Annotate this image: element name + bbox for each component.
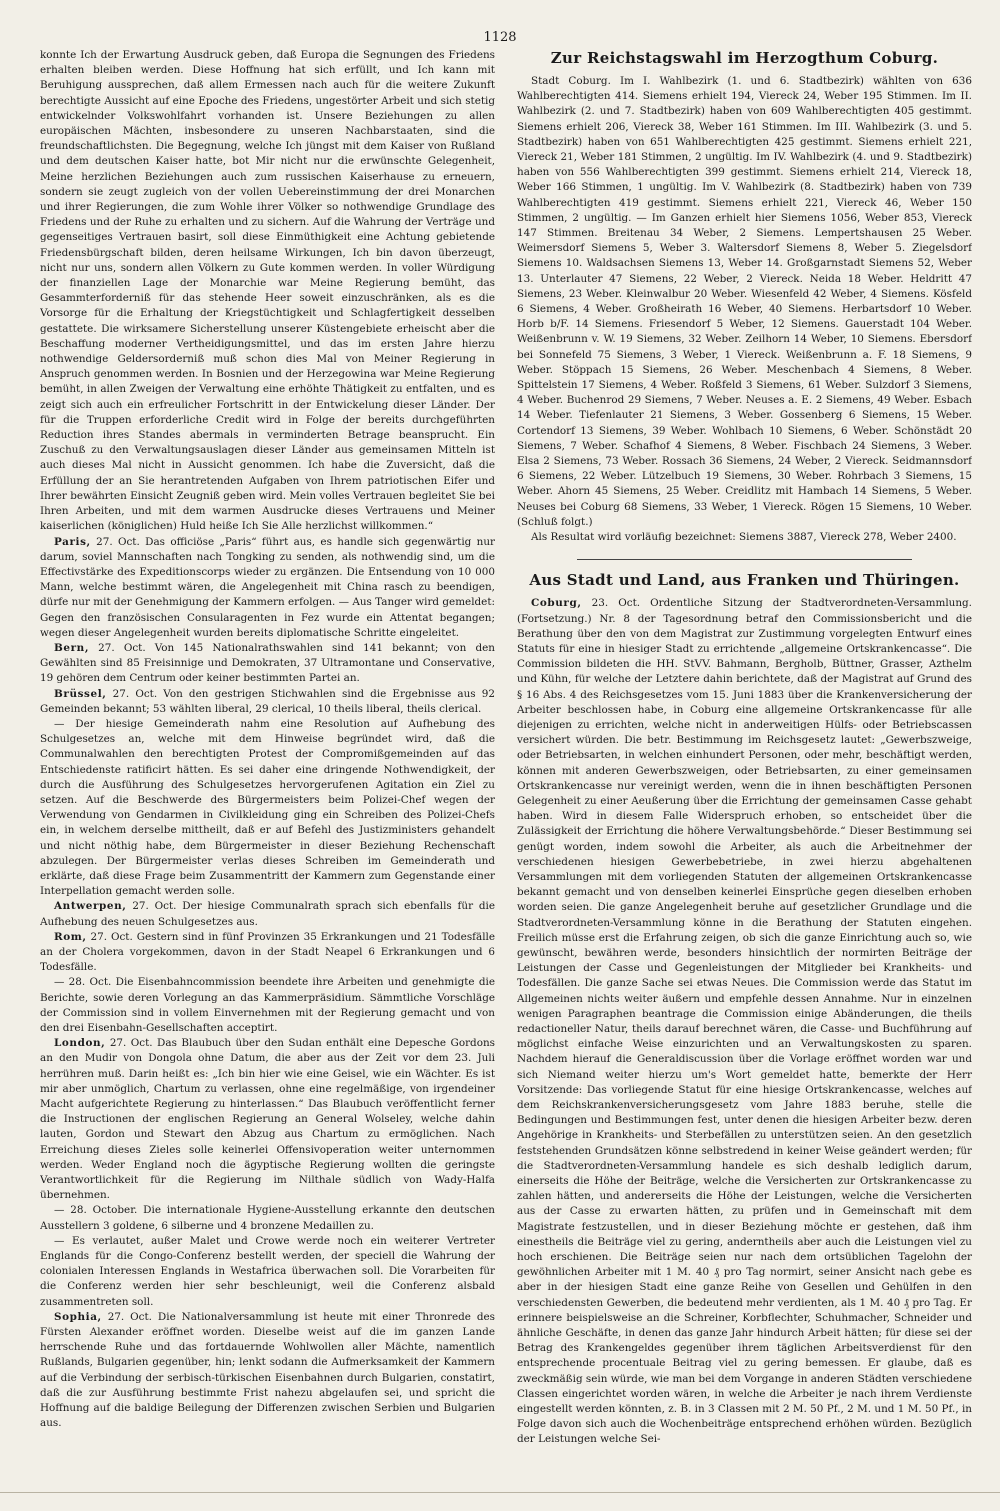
- speech-continuation: konnte Ich der Erwartung Ausdruck geben, daß Europa die Segnungen des Friedens erhalten bleiben werden. Diese Hoffnung hat sich erfüllt, und Ich kann mit Beruhigung aussprechen, daß allem Ermessen nach auch für die weitere Zukunft berechtigte Aussicht auf eine Epoche des Friedens, ungestörter Arbeit und sich stetig entwickelnder Volkswohlfahrt vorhanden ist. Unsere Beziehungen zu allen europäischen Mächten, insbesondere zu unseren Nachbarstaaten, sind die freundschaftlichsten. Die Begegnung, welche Ich jüngst mit dem Kaiser von Rußland und dem deutschen Kaiser hatte, bot Mir nicht nur die erwünschte Gelegenheit, Meine herzlichen Beziehungen auch zum russischen Kaiserhause zu erneuern, sondern sie zeugt zugleich von der vollen Uebereinstimmung der drei Monarchen und ihrer Regierungen, die zum Wohle ihrer Völker so nothwendige Grundlage des Friedens und der Ruhe zu erhalten und zu sichern. Auf die Wahrung der Verträge und gegenseitiges Vertrauen basirt, soll diese Einmüthigkeit eine Achtung gebietende Friedensbürgschaft bilden, deren heilsame Wirkungen, Ich bin davon überzeugt, nicht nur uns, sondern allen Völkern zu Gute kommen werden. In voller Würdigung der finanziellen Lage der Monarchie war Meine Regierung bemüht, das Gesammterforderniß für das stehende Heer soweit einzuschränken, als es die Vorsorge für die Erhaltung der Kriegstüchtigkeit und Schlagfertigkeit desselben gestattete. Die wirksamere Sicherstellung unserer Küstengebiete erheischt aber die Beschaffung moderner Vertheidigungsmittel, und das im ersten Jahre hierzu nothwendige Geldersorderniß muß schon dies Mal von Meiner Regierung in Anspruch genommen werden. In Bosnien und der Herzegowina war Meine Regierung bemüht, in allen Zweigen der Verwaltung eine erhöhte Thätigkeit zu entfalten, und es zeigt sich auch ein erfreulicher Fortschritt in der Entwickelung dieser Länder. Der für die Truppen erforderliche Credit wird in Folge der bereits durchgeführten Reduction ihres Standes abermals in verminderten Betrage beansprucht. Ein Zuschuß zu den Verwaltungsauslagen dieser Länder aus gemeinsamen Mitteln ist auch dieses Mal nicht in Aussicht genommen. Ich habe die Zuversicht, daß die Erfüllung der an Sie herantretenden Aufgaben von Ihrem patriotischen Eifer und Ihrer bewährten Einsicht Zeugniß geben wird. Mein volles Vertrauen begleitet Sie bei Ihren Arbeiten, und mit dem warmen Ausdrucke dieses Vertrauens und Meiner kaiserlichen (königlichen) Huld heiße Ich Sie Alle herzlichst willkommen.“: [40, 49, 495, 533]
- election-heading: Zur Reichstagswahl im Herzogthum Coburg.: [550, 49, 939, 67]
- news-dateline: Bern,: [54, 641, 90, 654]
- section-divider: [577, 559, 912, 560]
- news-dateline: Sophia,: [54, 1310, 102, 1323]
- news-text: — Der hiesige Gemeinderath nahm eine Resolution auf Aufhebung des Schulgesetzes an, welche mit dem Hinweise begründet wird, daß die Communalwahlen den berechtigten Protest der Compromißgemeinden auf das Entschiedenste ratificirt hätten. Es sei daher eine dringende Nothwendigkeit, der durch die Ausführung des Schulgesetzes hervorgerufenen Agitation ein Ziel zu setzen. Auf die Beschwerde des Bürgermeisters beim Polizei-Chef wegen der Verwendung von Gendarmen in Civilkleidung ging ein Schreiben des Polizei-Chefs ein, in welchem derselbe mittheilt, daß er auf Befehl des Justizministers gehandelt und nicht nöthig habe, dem Bürgermeister in dieser Beziehung Rechenschaft abzulegen. Der Bürgermeister verlas dieses Schreiben im Gemeinderath und erklärte, daß diese Frage beim Zusammentritt der Kammern zum Gegenstande einer Interpellation gemacht werden solle.: [40, 717, 495, 898]
- news-item: [40, 687, 495, 717]
- news-text: 27. Oct. Gestern sind in fünf Provinzen 35 Erkrankungen und 21 Todesfälle an der Cholera vorgekommen, davon in der Stadt Neapel 6 Erkrankungen und 6 Todesfälle.: [40, 930, 495, 974]
- coburg-article-text: 23. Oct. Ordentliche Sitzung der Stadtverordneten-Versammlung. (Fortsetzung.) Nr. 8 der Tagesordnung betraf den Commissionsbericht und die Berathung über den von dem Magistrat zur Zustimmung vorgelegten Entwurf eines Statuts für eine in hiesiger Stadt zu errichtende „allgemeine Ortskrankencasse“. Die Commission bildeten die HH. StVV. Bahmann, Bergholb, Büttner, Grasser, Azthelm und Kühn, für welche der Letztere dahin berichtete, daß der Magistrat auf Grund des § 16 Abs. 4 des Reichsgesetzes vom 15. Juni 1883 über die Krankenversicherung der Arbeiter beschlossen habe, in Coburg eine allgemeine Ortskrankencasse für alle diejenigen zu errichten, welche nicht in anderweitigen Hülfs- oder Betriebscassen versichert würden. Die betr. Bestimmung im Reichsgesetz lautet: „Gewerbszweige, oder Betriebsarten, in welchen einhundert Personen, oder mehr, beschäftigt werden, können mit anderen Gewerbszweigen, oder Betriebsarten, zu einer gemeinsamen Ortskrankencasse nur vereinigt werden, wenn die in ihnen beschäftigten Personen Gelegenheit zu einer Aeußerung über die Errichtung der gemeinsamen Casse gehabt haben. Wird in diesem Falle Widerspruch erhoben, so entscheidet über die Zulässigkeit der Errichtung die höhere Verwaltungsbehörde.“ Dieser Bestimmung sei genügt worden, indem sowohl die Arbeiter, als auch die Arbeitnehmer der verschiedenen hiesigen Gewerbebetriebe, in zwei hierzu abgehaltenen Versammlungen mit dem vorliegenden Statuten der allgemeinen Ortskrankencasse bekannt gemacht und von denselben keinerlei Einsprüche gegen dieselben erhoben worden seien. Die ganze Angelegenheit beruhe auf gesetzlicher Grundlage und die Stadtverordneten-Versammlung könne in die Berathung der Statuten eingehen. Freilich müsse erst die Erfahrung zeigen, ob sich die ganze Einrichtung auch so, wie gewünscht, bewähren werde, besonders hinsichtlich der normirten Beiträge der Leistungen der Casse und Gegenleistungen der Mitglieder bei Krankheits- und Todesfällen. Die ganze Sache sei etwas Neues. Die Commission werde das Statut im Allgemeinen nichts weiter äußern und empfehle dessen Annahme. Nur in einzelnen wenigen Paragraphen beantrage die Commission einige Abänderungen, die theils redactioneller Natur, theils darauf berechnet wären, die Casse- und Buchführung auf möglichst einfache Weise einzurichten und an Verwaltungskosten zu sparen. Nachdem hierauf die Generaldiscussion über die Vorlage eröffnet worden war und sich Niemand weiter hierzu um's Wort gemeldet hatte, bemerkte der Herr Vorsitzende: Das vorliegende Statut für eine hiesige Ortskrankencasse, welches auf dem Reichskrankenversicherungsgesetz vom Jahre 1883 beruhe, stelle die Bedingungen und Bestimmungen fest, unter denen die hiesigen Arbeiter bezw. deren Angehörige in Krankheits- und Sterbefällen zu unterstützen seien. An den gesetzlich feststehenden Grundsätzen könne selbstredend in keiner Weise geändert werden; für die Stadtverordneten-Versammlung handele es sich deshalb lediglich darum, einerseits die Höhe der Beiträge, welche die Versicherten zur Ortskrankencasse zu zahlen hätten, und andererseits die Höhe der Leistungen, welche die Versicherten aus der Casse zu erwarten hätten, zu prüfen und in Gemeinschaft mit dem Magistrate festzustellen, und in dieser Beziehung möchte er gestehen, daß ihm einestheils die Beiträge viel zu gering, anderntheils aber auch die Leistungen viel zu hoch erschienen. Die Beiträge seien nur nach dem ortsüblichen Tagelohn der gewöhnlichen Arbeiter mit 1 M. 40 ₰ pro Tag normirt, seiner Ansicht nach gebe es aber in der hiesigen Stadt eine ganze Reihe von Gesellen und Gehülfen in den verschiedensten Gewerben, die bedeutend mehr verdienten, als 1 M. 40 ₰ pro Tag. Er erinnere beispielsweise an die Schreiner, Korbflechter, Schuhmacher, Schneider und ähnliche Geschäfte, in denen das ganze Jahr hindurch Arbeit hätten; für diese sei der Betrag des Krankengeldes gegenüber ihrem täglichen Arbeitsverdienst für den entsprechende procentuale Beitrag viel zu gering bemessen. Er glaube, daß es zweckmäßig sein würde, wie man bei dem Vorgange in anderen Städten verschiedene Classen eingerichtet worden wären, in welche die Arbeiter je nach ihrem Verdienste eingestellt werden könnten, z. B. in 3 Classen mit 2 M. 50 Pf., 2 M. und 1 M. 50 Pf., in Folge davon sich auch die Wochenbeiträge entsprechend erhöhen würden. Bezüglich der Leistungen welche Sei-: [517, 597, 972, 1446]
- regional-heading: Aus Stadt und Land, aus Franken und Thüringen.: [529, 571, 960, 590]
- news-dateline: London,: [54, 1037, 106, 1050]
- news-item: [40, 717, 495, 899]
- news-dateline: Paris,: [54, 535, 91, 548]
- news-text: 27. Oct. Von den gestrigen Stichwahlen sind die Ergebnisse aus 92 Gemeinden bekannt; 53 wählten liberal, 29 clerical, 10 theils liberal, theils clerical.: [40, 687, 495, 715]
- page-bottom-edge: [0, 1492, 1000, 1511]
- news-item: [40, 1234, 495, 1310]
- news-item: [40, 899, 495, 929]
- coburg-article: [517, 596, 972, 1447]
- news-text: — Es verlautet, außer Malet und Crowe werde noch ein weiterer Vertreter Englands für die Congo-Conferenz bestellt werden, der speciell die Wahrung der colonialen Interessen Englands in Westafrica überwachen soll. Die Vorarbeiten für die Conferenz werden hier sehr beschleunigt, weil die Conferenz alsbald zusammentreten soll.: [40, 1234, 495, 1308]
- news-text: 27. Oct. Von 145 Nationalrathswahlen sind 141 bekannt; von den Gewählten sind 85 Freisinnige und Demokraten, 37 Ultramontane und Conservative, 19 gehören dem Centrum oder keiner bestimmten Partei an.: [40, 641, 495, 685]
- news-item: [40, 535, 495, 641]
- news-item: [40, 930, 495, 976]
- news-item: [40, 975, 495, 1036]
- columns: [40, 48, 972, 1487]
- news-text: — 28. Oct. Die Eisenbahncommission beendete ihre Arbeiten und genehmigte die Berichte, sowie deren Vorlegung an das Kammerpräsidium. Sämmtliche Vorschläge der Commission sind in vollem Einvernehmen mit der Regierung gemacht und von den drei Eisenbahn-Gesellschaften acceptirt.: [40, 976, 495, 1034]
- news-item: [40, 641, 495, 687]
- news-item: [40, 1036, 495, 1203]
- election-summary: Als Resultat wird vorläufig bezeichnet: Siemens 3887, Viereck 278, Weber 2400.: [531, 531, 957, 544]
- news-item: [40, 1310, 495, 1432]
- news-dateline: Rom,: [54, 930, 87, 943]
- news-text: 27. Oct. Die Nationalversammlung ist heute mit einer Thronrede des Fürsten Alexander eröffnet worden. Dieselbe weist auf die im ganzen Lande herrschende Ruhe und das fortdauernde Wohlwollen aller Mächte, namentlich Rußlands, Bulgarien gegenüber, hin; lenkt sodann die Aufmerksamkeit der Kammern auf die Verbindung der serbisch-türkischen Eisenbahnen durch Bulgarien, constatirt, daß die zur Ausführung bestimmte Frist nahezu abgelaufen sei, und spricht die Hoffnung auf die baldige Beilegung der Differenzen zwischen Serbien und Bulgarien aus.: [40, 1310, 495, 1430]
- election-results: Stadt Coburg. Im I. Wahlbezirk (1. und 6. Stadtbezirk) wählten von 636 Wahlberechtigten 414. Siemens erhielt 194, Viereck 24, Weber 195 Stimmen. Im II. Wahlbezirk (2. und 7. Stadtbezirk) haben von 609 Wahlberechtigten 405 gestimmt. Siemens erhielt 206, Viereck 38, Weber 161 Stimmen. Im III. Wahlbezirk (3. und 5. Stadtbezirk) haben von 651 Wahlberechtigten 425 gestimmt. Siemens erhielt 221, Viereck 21, Weber 181 Stimmen, 2 ungültig. Im IV. Wahlbezirk (4. und 9. Stadtbezirk) haben von 556 Wahlberechtigten 399 gestimmt. Siemens erhielt 214, Viereck 18, Weber 166 Stimmen, 1 ungültig. Im V. Wahlbezirk (8. Stadtbezirk) haben von 739 Wahlberechtigten 419 gestimmt. Siemens erhielt 221, Viereck 46, Weber 150 Stimmen, 2 ungültig. — Im Ganzen erhielt hier Siemens 1056, Weber 853, Viereck 147 Stimmen. Breitenau 34 Weber, 2 Siemens. Lempertshausen 25 Weber. Weimersdorf Siemens 5, Weber 3. Waltersdorf Siemens 8, Weber 5. Ziegelsdorf Siemens 10. Waldsachsen Siemens 13, Weber 14. Großgarnstadt Siemens 52, Weber 13. Unterlauter 47 Siemens, 22 Weber, 2 Viereck. Neida 18 Weber. Heldritt 47 Siemens, 23 Weber. Kleinwalbur 20 Weber. Wiesenfeld 42 Weber, 4 Siemens. Kösfeld 6 Siemens, 4 Weber. Großheirath 16 Weber, 40 Siemens. Herbartsdorf 10 Weber. Horb b/F. 14 Siemens. Friesendorf 5 Weber, 12 Siemens. Gauerstadt 104 Weber. Weißenbrunn v. W. 19 Siemens, 32 Weber. Zeilhorn 14 Weber, 10 Siemens. Ebersdorf bei Sonnefeld 75 Siemens, 3 Weber, 1 Viereck. Weißenbrunn a. F. 18 Siemens, 9 Weber. Stöppach 15 Siemens, 26 Weber. Meschenbach 4 Siemens, 8 Weber. Spittelstein 17 Siemens, 4 Weber. Roßfeld 3 Siemens, 61 Weber. Sulzdorf 3 Siemens, 4 Weber. Buchenrod 29 Siemens, 7 Weber. Neuses a. E. 2 Siemens, 49 Weber. Esbach 14 Weber. Tiefenlauter 21 Siemens, 3 Weber. Gossenberg 6 Siemens, 15 Weber. Cortendorf 13 Siemens, 39 Weber. Wohlbach 10 Siemens, 6 Weber. Schönstädt 20 Siemens, 7 Weber. Schafhof 4 Siemens, 8 Weber. Fischbach 24 Siemens, 3 Weber. Elsa 2 Siemens, 73 Weber. Rossach 36 Siemens, 24 Weber, 2 Viereck. Seidmannsdorf 6 Siemens, 22 Weber. Lützelbuch 19 Siemens, 30 Weber. Rohrbach 3 Siemens, 15 Weber. Ahorn 45 Siemens, 25 Weber. Creidlitz mit Hambach 14 Siemens, 5 Weber. Neuses bei Coburg 68 Siemens, 33 Weber, 1 Viereck. Rögen 15 Siemens, 10 Weber. (Schluß folgt.): [517, 75, 972, 528]
- left-column: [40, 48, 495, 1487]
- right-column: [517, 48, 972, 1487]
- coburg-dateline: Coburg,: [531, 597, 582, 610]
- news-dateline: Antwerpen,: [54, 900, 127, 913]
- news-item: [40, 1203, 495, 1233]
- page-number: 1128: [483, 30, 517, 45]
- news-text: 27. Oct. Der hiesige Communalrath sprach sich ebenfalls für die Aufhebung des neuen Schulgesetzes aus.: [40, 900, 495, 928]
- news-text: 27. Oct. Das Blaubuch über den Sudan enthält eine Depesche Gordons an den Mudir von Dongola ohne Datum, die aber aus der Zeit vor dem 23. Juli herrühren muß. Darin heißt es: „Ich bin hier wie eine Geisel, wie ein Wächter. Es ist mir aber unmöglich, Chartum zu verlassen, ohne eine regelmäßige, von irgendeiner Macht aufgerichtete Regierung zu hinterlassen.“ Das Blaubuch veröffentlicht ferner die Instructionen der englischen Regierung an General Wolseley, welche dahin lauten, Gordon und Stewart den Abzug aus Chartum zu ermöglichen. Nach Erreichung dieses Zieles solle keinerlei Offensivoperation weiter unternommen werden. Weder England noch die ägyptische Regierung wollten die geringste Verantwortlichkeit für die Regierung im Nilthale südlich von Wady-Halfa übernehmen.: [40, 1037, 495, 1202]
- news-text: 27. Oct. Das officiöse „Paris“ führt aus, es handle sich gegenwärtig nur darum, soviel Mannschaften nach Tongking zu senden, als nothwendig sind, um die Effectivstärke des Expeditionscorps wieder zu ergänzen. Die Entsendung von 10 000 Mann, welche bestimmt wären, die Angelegenheit mit China rasch zu beendigen, dürfe nur mit der Genehmigung der Kammern erfolgen. — Aus Tanger wird gemeldet: Gegen den französischen Consularagenten in Fez wurde ein Attentat begangen; wegen dieser Angelegenheit wurden bereits diplomatische Schritte eingeleitet.: [40, 535, 495, 639]
- news-text: — 28. October. Die internationale Hygiene-Ausstellung erkannte den deutschen Ausstellern 3 goldene, 6 silberne und 4 bronzene Medaillen zu.: [40, 1204, 495, 1232]
- news-items: [40, 535, 495, 1432]
- news-dateline: Brüssel,: [54, 687, 107, 700]
